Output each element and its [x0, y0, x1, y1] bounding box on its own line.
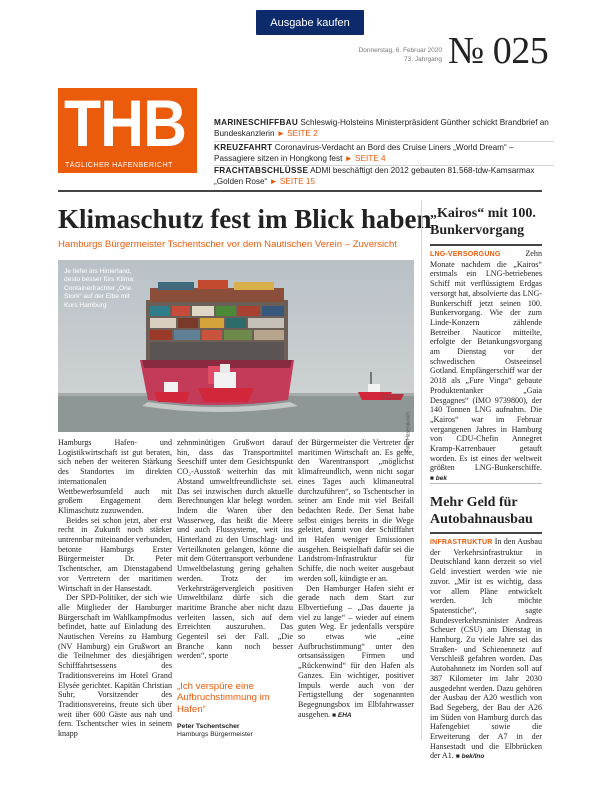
edition-number: № 025	[448, 30, 549, 72]
lead-column-3	[298, 438, 414, 720]
logo-letters: THB	[64, 86, 187, 160]
container-ship-photo[interactable]	[58, 260, 414, 453]
side-separator	[430, 483, 542, 484]
side1-headline[interactable]: „Kairos“ mit 100. Bunkervorgang	[430, 206, 536, 238]
edition-year: 73. Jahrgang	[404, 56, 442, 63]
teaser-category: FRACHTABSCHLÜSSE	[214, 166, 309, 175]
buy-issue-button[interactable]: Ausgabe kaufen	[256, 10, 364, 35]
photo-credit: Foto: Hasenpusch	[406, 412, 412, 453]
teaser-text: ADMI beschäftigt den 2012 gebauten 81.568-tdw-Kamsarmax „Golden Rose“	[214, 166, 535, 186]
masthead-rule	[58, 190, 542, 192]
side2-headline[interactable]: Mehr Geld für Autobahnausbau	[430, 495, 533, 527]
side1-rule	[430, 244, 542, 246]
column-divider	[421, 200, 422, 740]
teaser-text: Coronavirus-Verdacht an Bord des Cruise Liners „World Dream“ – Passagiere sitzen in Hongkong fest	[214, 143, 514, 163]
side2-body	[430, 537, 542, 762]
teaser-text: Schleswig-Holsteins Ministerpräsident Günther schickt Brandbrief an Bundeskanzlerin	[214, 118, 549, 138]
paragraph: der Bürgermeister die Vertreter der maritimen Wirtschaft an. Es gelte, den Warentransport „möglichst klimafreundlich, wenn nicht sogar eines Tages auch klimaneutral durchzuführen“, so Tschentscher in seiner am Ende mit viel Beifall bedachten Rede. Der Senat habe selbst einiges bereits in die Wege geleitet, damit von der Schifffahrt im Hafen weniger Emissionen ausgehen. Beispielhaft dafür sei die Landstrom-Infrastruktur für Schiffe, die noch weiter ausgebaut werden soll, kündigte er an.	[298, 438, 414, 583]
quote-text: „Ich verspüre eine Aufbruchstimmung im Hafen“	[177, 681, 270, 715]
quote-author: Peter Tschentscher	[177, 723, 240, 731]
quote-role: Hamburgs Bürgermeister	[177, 731, 253, 739]
teaser-item[interactable]	[214, 143, 554, 164]
side2-kicker: INFRASTRUKTUR	[430, 539, 493, 546]
teaser-page-ref[interactable]: ► SEITE 2	[276, 128, 318, 138]
side2-text: In den Ausbau der Verkehrsinfrastruktur in Deutschland kann derzeit so viel Geld investiert werden wie nie zuvor. „Mir ist es wichtig, dass vor allem Pläne entwickelt werden. Ich möchte Spatenstiche“, sagte Bundesverkehrsminister Andreas Scheuer (CSU) am Dienstag in Hamburg. Zu viele Jahre sei das Straßen- und Schienennetz auf Verschleiß gefahren worden. Das Autobahnnetz im Norden soll auf 387 Kilometer im Jahr 2030 ausgedehnt werden. Dazu gehören der Ausbau der A20 westlich von Bad Segeberg, der Bau der A26 im Süden von Hamburg durch das Hafengebiet sowie die Erweiterung der A7 in der Hansestadt und die Elbbrücken der A1.	[430, 537, 542, 761]
paragraph: Den Hamburger Hafen sieht er gerade nach dem Start zur Elbvertiefung – „Das dauerte ja viel zu lange“ – wieder auf einem guten Weg. Er jedenfalls verspüre so etwas wie „eine Aufbruchstimmung“ unter den ortsansässigen Firmen und „Rückenwind“ für den Hafen als Ganzes. Ein wichtiger, positiver Impuls werde auch von der Fertigstellung der sogenannten Begegnungsbox im Elbfahrwasser ausgehen. ■ EHA	[298, 583, 414, 719]
edition-meta	[345, 46, 442, 64]
lead-headline[interactable]: Klimaschutz fest im Blick haben	[58, 204, 432, 234]
edition-date: Donnerstag, 6. Februar 2020	[358, 47, 442, 54]
teaser-item[interactable]	[214, 118, 554, 139]
thb-logo	[58, 88, 197, 173]
author-tag: ■ EHA	[332, 711, 352, 719]
teaser-page-ref[interactable]: ► SEITE 15	[269, 176, 315, 186]
teaser-category: KREUZFAHRT	[214, 143, 273, 152]
paragraph: Beides sei schon jetzt, aber erst recht in Zukunft noch stärker untrennbar miteinander verbunden, betonte Hamburgs Erster Bürgermeister Dr. Peter Tschentscher, am Dienstagabend vor Vertretern der maritimen Wirtschaft in der Hansestadt.	[58, 515, 172, 593]
side1-text: Zehn Monate nachdem die „Kairos“ erstmals ein LNG-betriebenes Schiff mit verflüssigtem Erdgas versorgt hat, absolvierte das LNG-Bunkerschiff jetzt seinen 100. Bunkervorgang. Wie der zum Linde-Konzern zählende Betreiber Nauticor mitteilte, erfolgte der Betankungsvorgang am Dienstag vor der schwedischen Ostseeinsel Gotland. Empfängerschiff war der 2018 als „Fure Vinga“ gebaute Produktentanker „Gaia Desgagnes“ (IMO 9739800), der 140 Tonnen LNG aufnahm. Die „Kairos“ war im Februar vergangenen Jahres in Hamburg von CDU-Chefin Annegret Kramp-Karrenbauer getauft worden. Es ist eines der weltweit größten LNG-Bunkerschiffe.	[430, 249, 543, 473]
paragraph: Der SPD-Politiker, der sich wie alle Mitglieder der Hamburger Bürgerschaft im Wahlkampfmodus befindet, hatte auf Einladung des Nautischen Vereins zu Hamburg (NV Hamburg) ein Grußwort an die Teilnehmer des diesjährigen Schifffahrtsessens des Traditionsvereins im Hotel Grand Elysée gerichtet. Kapitän Christian Suhr, Vorsitzender des Traditionsvereins, freute sich über weit über 600 Gäste aus nah und fern. Tschentscher wies in seinem knapp	[58, 593, 172, 739]
teaser-divider	[214, 141, 554, 142]
paragraph: Hamburgs Hafen- und Logistikwirtschaft ist gut beraten, sich neben der weiteren Stärkung des Standortes im direkten internationalen Wettbewerbsumfeld auch mit großem Engagement dem Klimaschutz zuzuwenden.	[58, 438, 172, 515]
teaser-page-ref[interactable]: ► SEITE 4	[344, 153, 386, 163]
author-tag: ■ bek	[430, 475, 447, 483]
teaser-item[interactable]	[214, 166, 554, 187]
lead-column-1	[58, 438, 172, 739]
logo-tagline: TÄGLICHER HAFENBERICHT	[65, 160, 173, 169]
side1-kicker: LNG-VERSORGUNG	[430, 251, 501, 258]
side1-body	[430, 249, 542, 484]
pull-quote	[177, 681, 293, 739]
author-tag: ■ bek/lno	[455, 753, 485, 761]
side2-rule	[430, 532, 542, 534]
lead-column-2	[177, 438, 293, 661]
lead-subline: Hamburgs Bürgermeister Tschentscher vor dem Nautischen Verein – Zuversicht	[58, 239, 397, 250]
paragraph: zehnminütigen Grußwort darauf hin, dass das Transportmittel Seeschiff unter dem Gesichtspunkt CO₂-Ausstoß weiterhin das mit Abstand umweltfreundlichste sei. Das sei inzwischen durch aktuelle Berechnungen klar belegt worden. Indem die Waren über den Wasserweg, das heißt die Meere und auch Flussysteme, weit ins Hinterland zu den Umschlag- und Verteilknoten gelangen, könne die mit dem Gütertransport verbundene Umweltbelastung gering gehalten werden. Trotz der im Verkehrsträgervergleich positiven Umweltbilanz dürfe sich die maritime Branche aber nicht dazu verleiten lassen, sich auf dem Erreichten auszuruhen. Das Gegenteil sei der Fall. „Die Branche kann noch besser werden“, sporte	[177, 438, 293, 661]
teaser-category: MARINESCHIFFBAU	[214, 118, 299, 127]
photo-caption: Je tiefer ins Hinterland, desto besser fürs Klima: Containerfrachter „One Stork“ auf der Elbe mit Kurs Hamburg	[64, 268, 135, 309]
